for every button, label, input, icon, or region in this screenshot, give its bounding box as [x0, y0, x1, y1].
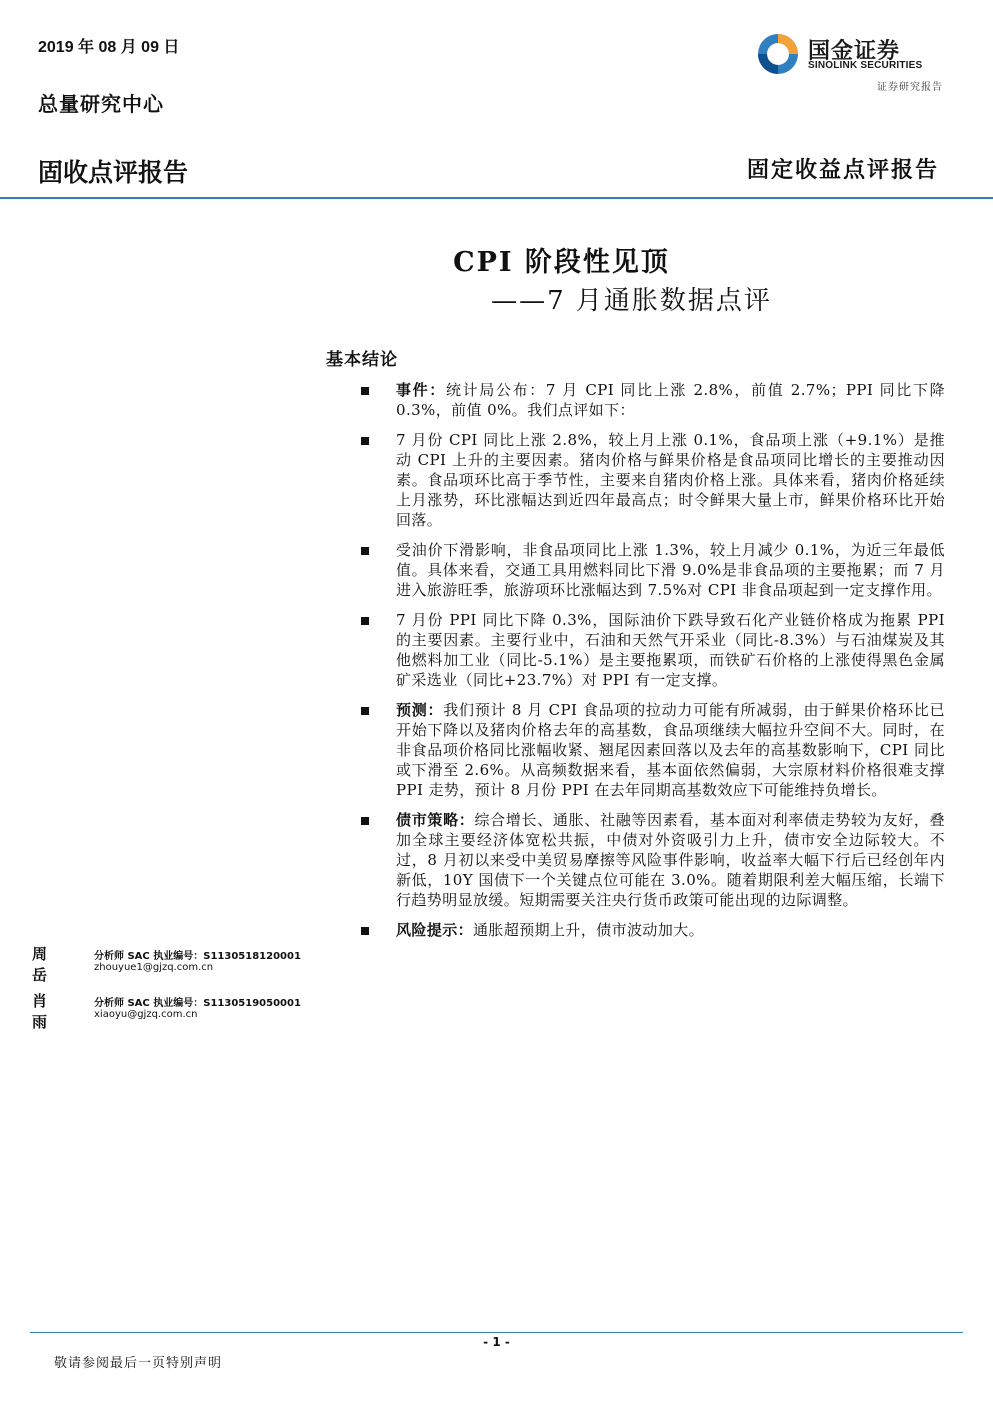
bullet-text: 我们预计 8 月 CPI 食品项的拉动力可能有所减弱，由于鲜果价格环比已开始下降以及猪肉价格去年的高基数，食品项继续大幅拉升空间不大。同时，在非食品项价格同比涨幅收紧、翘尾因素回落以及去年的高基数影响下，CPI 同比或下滑至 2.6%。从高频数据来看，基本面依然偏弱，大宗原材料价格很难支撑 PPI 走势，预计 8 月份 PPI 在去年同期高基数效应下可能维持负增长。: [396, 701, 946, 799]
analyst-name: 周岳: [32, 945, 50, 984]
list-item: [358, 540, 945, 600]
bullet-lead: 事件：: [396, 381, 446, 399]
bullet-text: 受油价下滑影响，非食品项同比上涨 1.3%，较上月减少 0.1%，为近三年最低值。具体来看，交通工具用燃料同比下滑 9.0%是非食品项的主要拖累；而 7 月进入旅游旺季，旅游项环比涨幅达到 7.5%对 CPI 非食品项起到一定支撑作用。: [396, 541, 945, 599]
conclusion-list: [358, 380, 945, 950]
bullet-text: 通胀超预期上升，债市波动加大。: [473, 921, 705, 939]
footer-divider: [30, 1332, 963, 1333]
bullet-lead: 债市策略：: [396, 811, 475, 829]
bullet-text: 统计局公布：7 月 CPI 同比上涨 2.8%，前值 2.7%；PPI 同比下降 0.3%，前值 0%。我们点评如下：: [396, 381, 945, 419]
list-item: [358, 610, 945, 690]
analyst-name: 肖雨: [32, 992, 50, 1031]
logo-mark-icon: [756, 32, 800, 76]
logo-subtitle: 证券研究报告: [877, 82, 943, 93]
report-category: 固定收益点评报告: [746, 157, 939, 183]
company-logo: [756, 32, 946, 74]
footer-disclaimer: 敬请参阅最后一页特别声明: [54, 1356, 223, 1371]
list-item: [358, 920, 945, 940]
report-type: 固收点评报告: [38, 158, 189, 187]
bullet-text: 7 月份 CPI 同比上涨 2.8%，较上月上涨 0.1%，食品项上涨（+9.1%）是推动 CPI 上升的主要因素。猪肉价格与鲜果价格是食品项同比增长的主要推动因素。食品项环比高于季节性，主要来自猪肉价格上涨。具体来看，猪肉价格延续上月涨势，环比涨幅达到近四年最高点；时令鲜果大量上市，鲜果价格环比开始回落。: [396, 431, 945, 529]
page-number: - 1 -: [483, 1335, 510, 1349]
bullet-lead: 预测：: [396, 701, 444, 719]
list-item: [358, 430, 945, 530]
logo-text-cn: 国金证券: [808, 39, 901, 64]
list-item: [358, 380, 945, 420]
research-center: 总量研究中心: [38, 92, 164, 116]
bullet-lead: 风险提示：: [396, 921, 474, 939]
analyst-cert: 分析师 SAC 执业编号：S1130518120001: [94, 951, 301, 962]
list-item: [358, 810, 945, 910]
bullet-text: 综合增长、通胀、社融等因素看，基本面对利率债走势较为友好，叠加全球主要经济体宽松共振，中债对外资吸引力上升，债市安全边际较大。不过，8 月初以来受中美贸易摩擦等风险事件影响，收益率大幅下行后已经创年内新低，10Y 国债下一个关键点位可能在 3.0%。随着期限利差大幅压缩，长端下行趋势明显放缓。短期需要关注央行货币政策可能出现的边际调整。: [396, 811, 945, 909]
analyst-email[interactable]: xiaoyu@gjzq.com.cn: [94, 1009, 198, 1020]
analyst-email[interactable]: zhouyue1@gjzq.com.cn: [94, 962, 214, 973]
report-date: 2019 年 08 月 09 日: [38, 39, 180, 56]
report-subtitle: ——7 月通胀数据点评: [491, 286, 772, 316]
analyst-cert: 分析师 SAC 执业编号：S1130519050001: [94, 998, 301, 1009]
logo-text-en: SINOLINK SECURITIES: [808, 60, 923, 71]
bullet-text: 7 月份 PPI 同比下降 0.3%，国际油价下跌导致石化产业链价格成为拖累 PPI 的主要因素。主要行业中，石油和天然气开采业（同比-8.3%）与石油煤炭及其他燃料加工业（同比-5.1%）是主要拖累项，而铁矿石价格的上涨使得黑色金属矿采选业（同比+23.7%）对 PPI 有一定支撑。: [396, 611, 945, 689]
section-heading: 基本结论: [326, 350, 398, 370]
list-item: [358, 700, 945, 800]
header-divider: [0, 197, 993, 199]
report-title: CPI 阶段性见顶: [453, 247, 670, 278]
